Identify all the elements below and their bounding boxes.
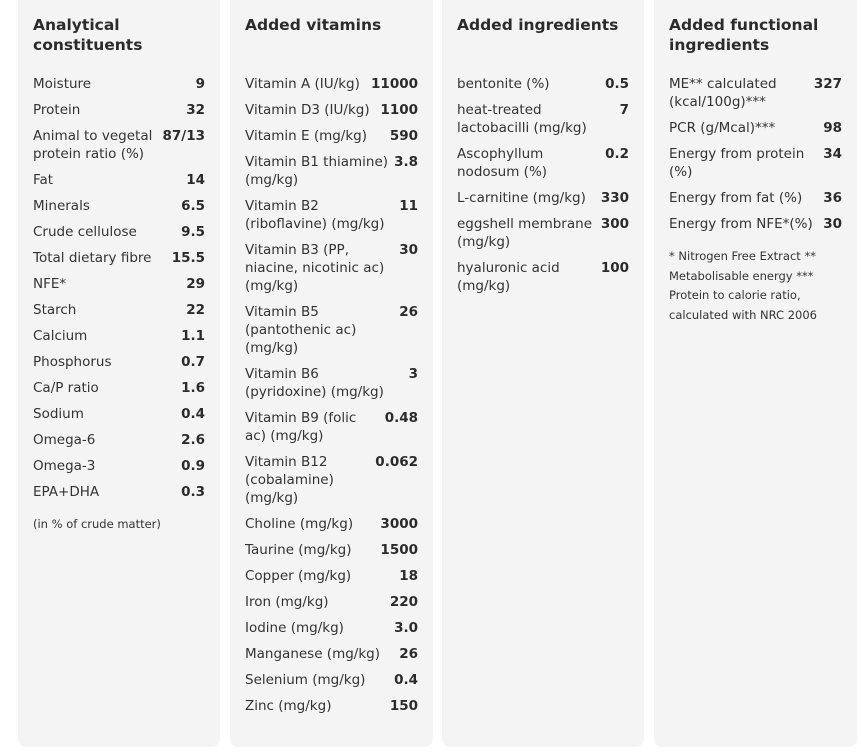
item-value: 22	[186, 302, 205, 318]
list-item	[33, 301, 205, 319]
list-item	[245, 619, 418, 637]
item-value: 0.4	[394, 672, 418, 688]
item-label: Omega-3	[33, 458, 96, 474]
item-value: 2.6	[181, 432, 205, 448]
item-value: 300	[600, 216, 629, 232]
item-value: 11	[399, 198, 418, 214]
ingredients-list	[457, 75, 629, 295]
item-label: Moisture	[33, 76, 92, 92]
item-label: Vitamin B6 (pyridoxine) (mg/kg)	[245, 366, 384, 400]
list-item	[33, 353, 205, 371]
item-label: Energy from NFE*(%)	[669, 216, 813, 232]
functional-list	[669, 75, 842, 233]
list-item	[33, 197, 205, 215]
list-item	[245, 101, 418, 119]
item-value: 30	[399, 242, 418, 258]
list-item	[245, 567, 418, 585]
list-item	[457, 189, 629, 207]
item-label: Vitamin B5 (pantothenic ac) (mg/kg)	[245, 304, 357, 356]
list-item	[33, 405, 205, 423]
list-item	[33, 457, 205, 475]
item-label: Iodine (mg/kg)	[245, 620, 344, 636]
item-value: 3.8	[394, 154, 418, 170]
list-item	[245, 409, 418, 445]
item-value: 3	[408, 366, 418, 382]
item-value: 100	[600, 260, 629, 276]
item-value: 0.4	[181, 406, 205, 422]
list-item	[457, 75, 629, 93]
item-value: 98	[823, 120, 842, 136]
list-item	[245, 75, 418, 93]
list-item	[669, 189, 842, 207]
item-value: 0.2	[605, 146, 629, 162]
item-value: 32	[186, 102, 205, 118]
list-item	[245, 127, 418, 145]
item-value: 1500	[380, 542, 418, 558]
item-label: bentonite (%)	[457, 76, 550, 92]
item-value: 150	[389, 698, 418, 714]
panel-title: Added functional ingredients	[669, 16, 819, 54]
list-item	[33, 431, 205, 449]
constituents-list	[33, 75, 205, 501]
item-label: ME** calculated (kcal/100g)***	[669, 76, 777, 110]
list-item	[245, 515, 418, 533]
item-value: 7	[619, 102, 629, 118]
list-item	[669, 145, 842, 181]
list-item	[245, 303, 418, 357]
item-label: Vitamin B3 (PP, niacine, nicotinic ac) (mg/kg)	[245, 242, 385, 294]
panel-title: Added vitamins	[245, 16, 382, 34]
item-value: 0.5	[605, 76, 629, 92]
item-value: 590	[389, 128, 418, 144]
added-vitamins-panel	[230, 0, 433, 747]
item-label: hyaluronic acid (mg/kg)	[457, 260, 560, 294]
item-value: 0.7	[181, 354, 205, 370]
list-item	[669, 119, 842, 137]
item-value: 0.062	[375, 454, 418, 470]
item-value: 1.6	[181, 380, 205, 396]
item-label: Sodium	[33, 406, 84, 422]
list-item	[33, 483, 205, 501]
item-value: 29	[186, 276, 205, 292]
item-value: 1.1	[181, 328, 205, 344]
list-item	[245, 671, 418, 689]
item-value: 330	[600, 190, 629, 206]
units-note: (in % of crude matter)	[33, 517, 161, 531]
item-label: Calcium	[33, 328, 88, 344]
item-label: EPA+DHA	[33, 484, 100, 500]
panel-title: Analytical constituents	[33, 16, 143, 54]
added-ingredients-panel	[442, 0, 644, 747]
item-value: 1100	[380, 102, 418, 118]
item-label: Vitamin D3 (IU/kg)	[245, 102, 370, 118]
item-label: Choline (mg/kg)	[245, 516, 354, 532]
panel-title: Added ingredients	[457, 16, 619, 34]
item-value: 0.48	[384, 410, 418, 426]
list-item	[33, 275, 205, 293]
list-item	[33, 379, 205, 397]
list-item	[245, 541, 418, 559]
list-item	[457, 101, 629, 137]
item-value: 6.5	[181, 198, 205, 214]
item-label: Taurine (mg/kg)	[245, 542, 352, 558]
item-label: Animal to vegetal protein ratio (%)	[33, 128, 153, 162]
item-label: Protein	[33, 102, 81, 118]
item-value: 0.9	[181, 458, 205, 474]
list-item	[33, 101, 205, 119]
list-item	[457, 259, 629, 295]
item-label: Omega-6	[33, 432, 96, 448]
list-item	[245, 593, 418, 611]
list-item	[245, 241, 418, 295]
item-label: eggshell membrane (mg/kg)	[457, 216, 592, 250]
item-value: 9.5	[181, 224, 205, 240]
item-label: PCR (g/Mcal)***	[669, 120, 776, 136]
item-label: Vitamin B9 (folic ac) (mg/kg)	[245, 410, 357, 444]
list-item	[33, 127, 205, 163]
list-item	[457, 145, 629, 181]
item-value: 11000	[371, 76, 418, 92]
item-value: 327	[813, 76, 842, 92]
item-label: Energy from protein (%)	[669, 146, 805, 180]
item-value: 3000	[380, 516, 418, 532]
item-label: Starch	[33, 302, 77, 318]
item-value: 87/13	[162, 128, 205, 144]
item-label: Manganese (mg/kg)	[245, 646, 380, 662]
analytical-constituents-panel	[18, 0, 220, 747]
item-label: Vitamin A (IU/kg)	[245, 76, 360, 92]
item-label: Energy from fat (%)	[669, 190, 803, 206]
item-label: Phosphorus	[33, 354, 112, 370]
item-value: 220	[389, 594, 418, 610]
item-label: Iron (mg/kg)	[245, 594, 329, 610]
list-item	[245, 645, 418, 663]
item-label: L-carnitine (mg/kg)	[457, 190, 586, 206]
list-item	[245, 153, 418, 189]
item-value: 15.5	[171, 250, 205, 266]
item-label: Fat	[33, 172, 54, 188]
item-label: Zinc (mg/kg)	[245, 698, 332, 714]
item-label: heat-treated lactobacilli (mg/kg)	[457, 102, 587, 136]
item-value: 30	[823, 216, 842, 232]
list-item	[33, 249, 205, 267]
item-value: 18	[399, 568, 418, 584]
list-item	[33, 327, 205, 345]
list-item	[33, 75, 205, 93]
item-label: Copper (mg/kg)	[245, 568, 352, 584]
item-label: Crude cellulose	[33, 224, 137, 240]
list-item	[669, 75, 842, 111]
item-value: 9	[195, 76, 205, 92]
list-item	[457, 215, 629, 251]
item-label: Minerals	[33, 198, 90, 214]
item-label: Vitamin B1 thiamine) (mg/kg)	[245, 154, 389, 188]
item-label: Vitamin B12 (cobalamine) (mg/kg)	[245, 454, 334, 506]
item-label: Ca/P ratio	[33, 380, 99, 396]
item-value: 3.0	[394, 620, 418, 636]
item-label: NFE*	[33, 276, 67, 292]
item-value: 14	[186, 172, 205, 188]
list-item	[245, 365, 418, 401]
item-label: Selenium (mg/kg)	[245, 672, 366, 688]
list-item	[33, 171, 205, 189]
item-value: 26	[399, 646, 418, 662]
list-item	[245, 453, 418, 507]
item-label: Vitamin E (mg/kg)	[245, 128, 368, 144]
list-item	[245, 697, 418, 715]
list-item	[669, 215, 842, 233]
item-value: 36	[823, 190, 842, 206]
item-label: Total dietary fibre	[33, 250, 152, 266]
added-functional-ingredients-panel	[654, 0, 857, 747]
item-label: Ascophyllum nodosum (%)	[457, 146, 548, 180]
list-item	[33, 223, 205, 241]
list-item	[245, 197, 418, 233]
item-value: 0.3	[181, 484, 205, 500]
item-value: 34	[823, 146, 842, 162]
vitamins-list	[245, 75, 418, 715]
item-value: 26	[399, 304, 418, 320]
footnote: * Nitrogen Free Extract ** Metabolisable energy *** Protein to calorie ratio, calculated with NRC 2006	[669, 249, 817, 322]
item-label: Vitamin B2 (riboflavine) (mg/kg)	[245, 198, 385, 232]
